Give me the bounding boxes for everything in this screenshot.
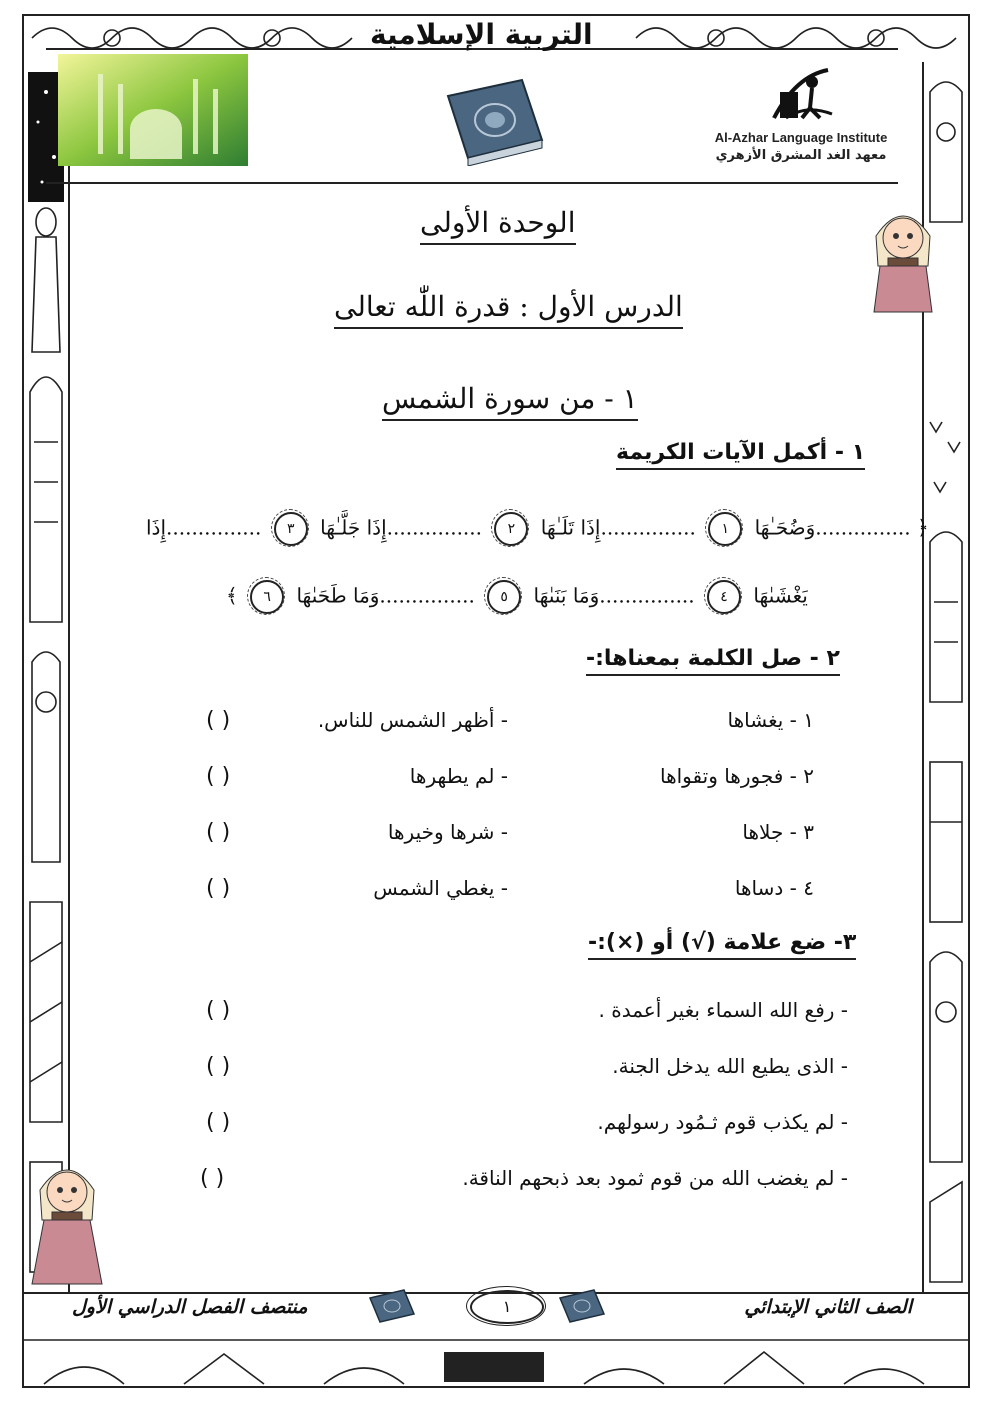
girl-holding-book-illustration-bottom <box>22 1150 112 1290</box>
left-border-band <box>22 62 70 1292</box>
book-icon <box>366 1288 418 1324</box>
subject-title: التربية الإسلامية <box>370 18 593 51</box>
institute-name-arabic: معهد الغد المشرق الأزهري <box>715 148 887 163</box>
section-1-heading: ١ - أكمل الآيات الكريمة <box>616 440 865 470</box>
ayah-number-marker: ٥ <box>487 580 521 614</box>
verse-line-2 <box>226 580 808 614</box>
true-false-statement: - لم يكذب قوم ثـمُود رسولهم. <box>597 1110 848 1134</box>
match-meaning: - أظهر الشمس للناس. <box>317 708 508 732</box>
answer-parentheses[interactable]: ( ) <box>206 1054 231 1079</box>
institute-logo-mark <box>766 56 836 126</box>
match-meaning: - لم يطهرها <box>409 764 508 788</box>
institute-logo <box>700 56 890 170</box>
page-number: ١ <box>470 1290 544 1324</box>
book-icon <box>556 1288 608 1324</box>
verse-close-bracket: ﴾ <box>226 583 238 608</box>
verse-segment: ...............وَمَا بَنَىٰهَا <box>533 583 695 608</box>
verse-open-bracket: ﴿ <box>917 515 929 540</box>
verse-segment: ...............إِذَا تَلَـٰهَا <box>540 515 696 540</box>
verse-segment: يَغْشَىٰهَا <box>753 583 808 608</box>
ayah-number-marker: ١ <box>708 512 742 546</box>
girl-holding-book-illustration <box>858 196 948 316</box>
match-meaning: - شرها وخيرها <box>387 820 508 844</box>
match-word: ٤ - دساها <box>734 876 814 900</box>
verse-segment: ...............إِذَا <box>146 515 262 540</box>
ayah-number-marker: ٢ <box>494 512 528 546</box>
ayah-number-marker: ٣ <box>274 512 308 546</box>
answer-parentheses[interactable]: ( ) <box>206 1110 231 1135</box>
section-2-heading: ٢ - صل الكلمة بمعناها:- <box>586 646 840 676</box>
verse-line-1 <box>146 512 929 546</box>
ayah-number-marker: ٦ <box>250 580 284 614</box>
lesson-title: الدرس الأول : قدرة اللّٰه تعالى <box>334 290 683 329</box>
match-meaning: - يغطي الشمس <box>373 876 508 900</box>
part-title: ١ - من سورة الشمس <box>382 382 638 421</box>
verse-segment: ...............إِذَا جَلَّـٰهَا <box>320 515 483 540</box>
answer-parentheses[interactable]: ( ) <box>206 820 231 845</box>
true-false-statement: - لم يغضب الله من قوم ثمود بعد ذبحهم الناقة. <box>462 1166 848 1190</box>
unit-title: الوحدة الأولى <box>420 206 576 245</box>
answer-parentheses[interactable]: ( ) <box>206 998 231 1023</box>
verse-segment: ...............وَضُحَـٰهَا <box>754 515 911 540</box>
section-3-heading: ٣- ضع علامة (√) أو (×):- <box>588 930 856 960</box>
match-word: ١ - يغشاها <box>727 708 814 732</box>
footer-grade: الصف الثاني الإبتدائي <box>744 1296 912 1318</box>
answer-parentheses[interactable]: ( ) <box>206 708 231 733</box>
true-false-statement: - رفع الله السماء بغير أعمدة . <box>598 998 848 1022</box>
mosque-image <box>58 54 248 166</box>
quran-book-image <box>438 70 548 166</box>
institute-name-english: Al-Azhar Language Institute <box>714 130 888 145</box>
true-false-statement: - الذى يطيع الله يدخل الجنة. <box>612 1054 848 1078</box>
match-word: ٣ - جلاها <box>742 820 814 844</box>
answer-parentheses[interactable]: ( ) <box>200 1166 225 1191</box>
footer-term: منتصف الفصل الدراسي الأول <box>72 1296 308 1318</box>
answer-parentheses[interactable]: ( ) <box>206 764 231 789</box>
answer-parentheses[interactable]: ( ) <box>206 876 231 901</box>
match-word: ٢ - فجورها وتقواها <box>659 764 814 788</box>
verse-segment: ...............وَمَا طَحَىٰهَا <box>296 583 475 608</box>
left-frieze-illustration <box>24 62 68 1292</box>
ayah-number-marker: ٤ <box>707 580 741 614</box>
